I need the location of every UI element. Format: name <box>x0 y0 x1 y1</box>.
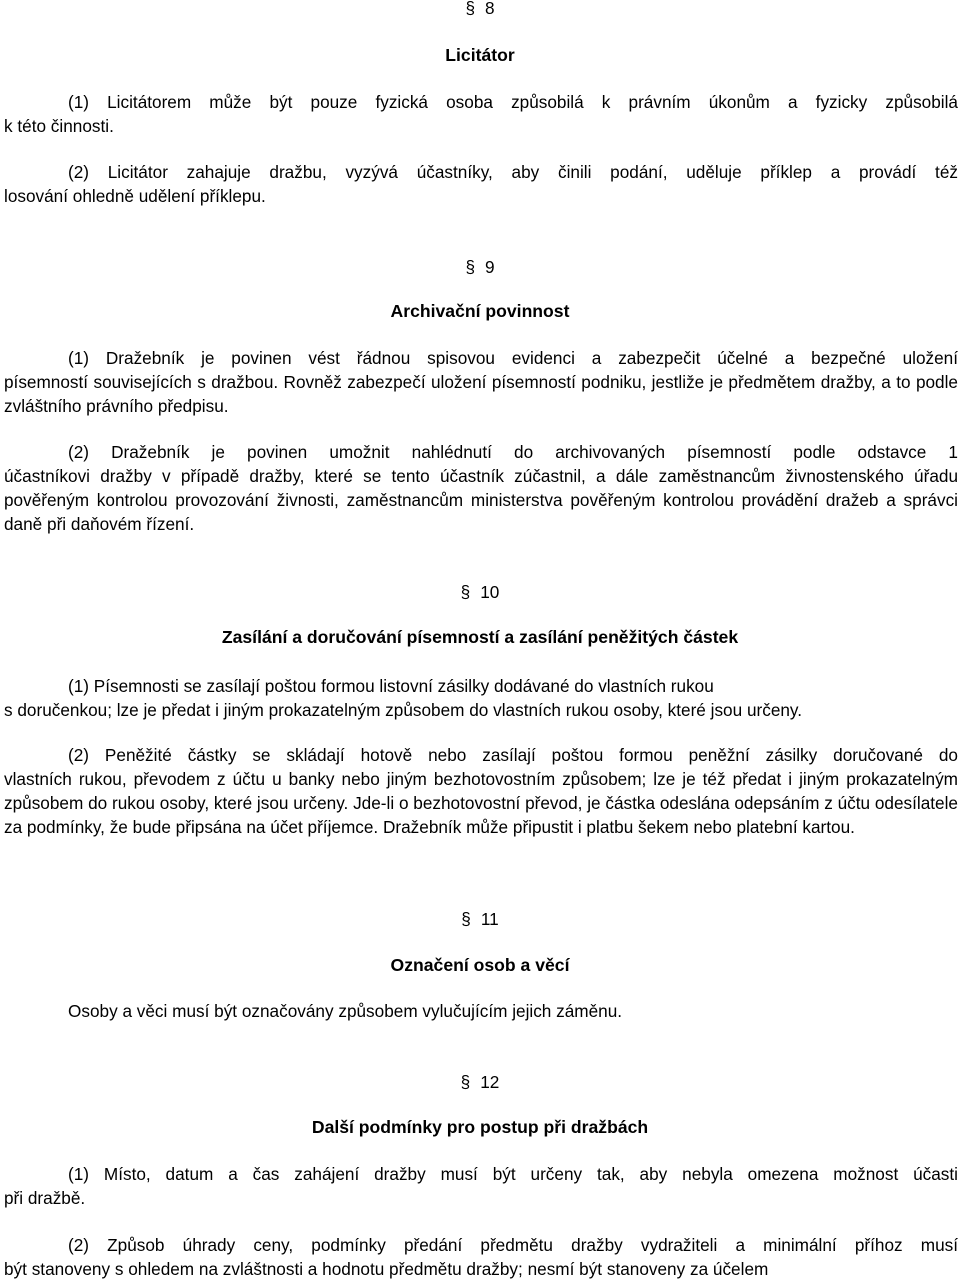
section-title: Licitátor <box>445 45 515 65</box>
paragraph: (1) Licitátorem může být pouze fyzická osoba způsobilá k právním úkonům a fyzicky způsobilá k této činnosti. <box>4 92 958 136</box>
paragraph: (2) Dražebník je povinen umožnit nahlédnutí do archivovaných písemností podle odstavce 1 účastníkovi dražby v případě dražby, které se tento účastník zúčastnil, a dále zaměstnancům živnostenského úřadu pověřeným kontrolou provozování živnosti, zaměstnancům ministerstva pověřeným kontrolou provádění dražeb a správci daně při daňovém řízení. <box>4 442 958 534</box>
section-title: Další podmínky pro postup při dražbách <box>311 1117 649 1137</box>
paragraph: (2) Licitátor zahajuje dražbu, vyzývá účastníky, aby činili podání, uděluje příklep a provádí též losování ohledně udělení příklepu. <box>4 162 958 206</box>
section-title: Archivační povinnost <box>390 301 570 321</box>
section-title: Označení osob a věcí <box>390 955 570 975</box>
paragraph: Osoby a věci musí být označovány způsobem vylučujícím jejich záměnu. <box>68 1001 623 1021</box>
section-number: § 12 <box>460 1072 500 1092</box>
paragraph: (2) Peněžité částky se skládají hotově nebo zasílají poštou formou peněžní zásilky doručované do vlastních rukou, převodem z účtu u banky nebo jiným bezhotovostním způsobem; lze je též předat i jiným prokazatelným způsobem do rukou osoby, které jsou určeny. Jde-li o bezhotovostní převod, je částka odeslána odepsáním z účtu odesílatele za podmínky, že bude připsána na účet příjemce. Dražebník může připustit i platbu šekem nebo platební kartou. <box>4 745 958 837</box>
section-number: § 8 <box>465 0 495 18</box>
section-number: § 10 <box>460 582 500 602</box>
section-number: § 9 <box>465 257 495 277</box>
paragraph: (2) Způsob úhrady ceny, podmínky předání předmětu dražby vydražiteli a minimální příhoz musí být stanoveny s ohledem na zvláštnosti a hodnotu předmětu dražby; nesmí být stanoveny za účelem <box>4 1235 958 1279</box>
section-number: § 11 <box>461 909 499 929</box>
section-title: Zasílání a doručování písemností a zasílání peněžitých částek <box>221 627 739 647</box>
paragraph: (1) Písemnosti se zasílají poštou formou listovní zásilky dodávané do vlastních rukou s doručenkou; lze je předat i jiným prokazatelným způsobem do vlastních rukou osoby, které jsou určeny. <box>4 676 803 720</box>
paragraph: (1) Dražebník je povinen vést řádnou spisovou evidenci a zabezpečit účelné a bezpečné uložení písemností souvisejících s dražbou. Rovněž zabezpečí uložení písemností podniku, jestliže je předmětem dražby, a to podle zvláštního právního předpisu. <box>4 348 958 416</box>
paragraph: (1) Místo, datum a čas zahájení dražby musí být určeny tak, aby nebyla omezena možnost účasti při dražbě. <box>4 1164 958 1208</box>
